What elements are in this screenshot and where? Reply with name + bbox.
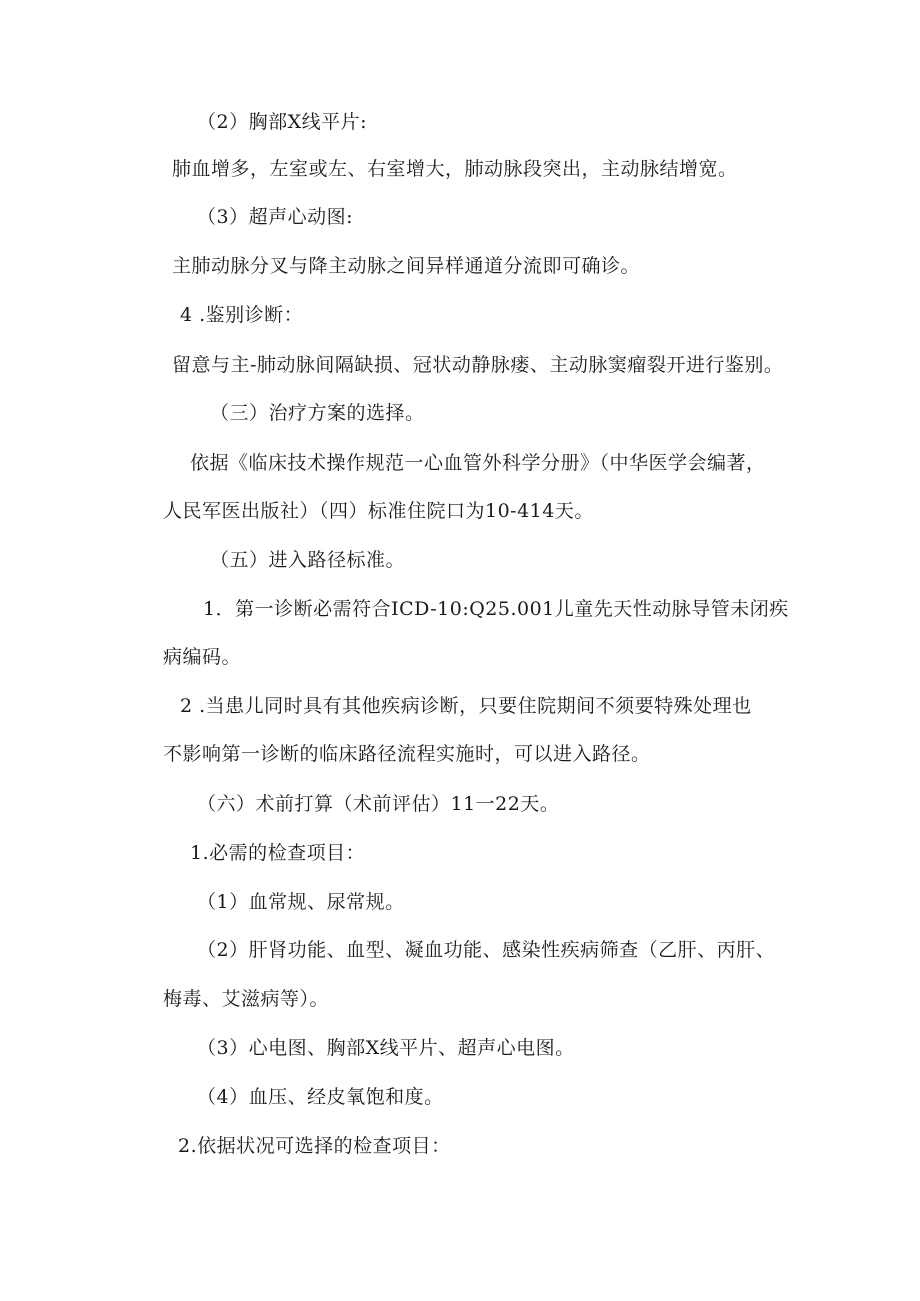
list-item-continuation: 梅毒、艾滋病等）。 [163,988,330,1010]
paragraph-line: 人民军医出版社）（四）标准住院口为10-414天。 [163,500,594,522]
section-heading-treatment: （三）治疗方案的选择。 [210,402,425,424]
subheading-echocardiogram: （3）超声心动图: [197,206,353,228]
list-item: （3）心电图、胸部X线平片、超声心电图。 [197,1037,575,1059]
paragraph-line: 主肺动脉分叉与降主动脉之间异样通道分流即可确诊。 [172,255,641,277]
section-heading-preop: （六）术前打算（术前评估）11一22天。 [197,793,560,815]
list-item: （1）血常规、尿常规。 [197,891,405,913]
list-item: （4）血压、经皮氧饱和度。 [197,1086,444,1108]
list-heading-required-tests: 1.必需的检查项目： [190,842,366,864]
paragraph-line: 2 .当患儿同时具有其他疾病诊断，只要住院期间不须要特殊处理也 [180,695,752,717]
subheading-chest-xray: （2）胸部X线平片: [197,111,368,133]
subheading-differential-diagnosis: 4 .鉴别诊断： [180,304,304,326]
list-item: （2）肝肾功能、血型、凝血功能、感染性疾病筛查（乙肝、丙肝、 [197,939,776,961]
section-heading-path-criteria: （五）进入路径标准。 [210,549,406,571]
paragraph-line: 病编码。 [163,646,242,668]
list-heading-optional-tests: 2.依据状况可选择的检查项目： [178,1135,451,1157]
paragraph-line: 留意与主-肺动脉间隔缺损、冠状动静脉瘘、主动脉窦瘤裂开进行鉴别。 [172,354,784,376]
paragraph-line: 依据《临床技术操作规范一心血管外科学分册》（中华医学会编著， [190,452,766,474]
paragraph-line: 肺血增多，左室或左、右室增大，肺动脉段突出，主动脉结增宽。 [172,158,738,180]
paragraph-line: 1．第一诊断必需符合ICD-10:Q25.001儿童先天性动脉导管未闭疾 [203,598,789,620]
paragraph-line: 不影响第一诊断的临床路径流程实施时，可以进入路径。 [163,743,651,765]
